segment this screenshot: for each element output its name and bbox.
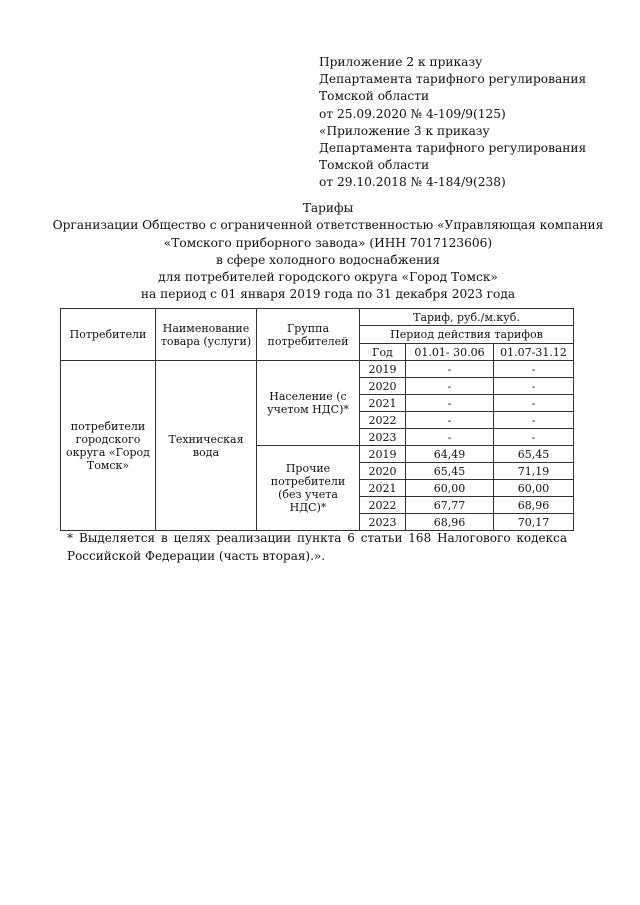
table-row bbox=[61, 361, 574, 378]
appendix-line: «Приложение 3 к приказу bbox=[319, 123, 490, 138]
title-line: для потребителей городского округа «Город Томск» bbox=[158, 270, 498, 285]
tariff-h2-cell: - bbox=[494, 429, 574, 446]
tariff-h1-cell: 60,00 bbox=[406, 480, 494, 497]
header-product: Наименование товара (услуги) bbox=[156, 309, 257, 361]
product-cell: Техническая вода bbox=[156, 361, 257, 531]
header-group: Группа потребителей bbox=[257, 309, 360, 361]
footnote-text: Выделяется в целях реализации пункта 6 статьи 168 Налогового кодекса Российской Федерации (часть вторая).». bbox=[67, 531, 567, 563]
footnote bbox=[67, 530, 567, 565]
tariff-h2-cell: - bbox=[494, 361, 574, 378]
year-cell: 2019 bbox=[360, 361, 406, 378]
title-line: в сфере холодного водоснабжения bbox=[215, 252, 440, 267]
tariff-h2-cell: - bbox=[494, 378, 574, 395]
year-cell: 2020 bbox=[360, 378, 406, 395]
header-tariff: Тариф, руб./м.куб. bbox=[360, 309, 574, 326]
tariff-h2-cell: 70,17 bbox=[494, 514, 574, 531]
tariff-h2-cell: 68,96 bbox=[494, 497, 574, 514]
appendix-line: Приложение 2 к приказу bbox=[319, 55, 483, 69]
document-title bbox=[0, 200, 640, 304]
year-cell: 2022 bbox=[360, 412, 406, 429]
tariff-h2-cell: 65,45 bbox=[494, 446, 574, 463]
group-cell: Прочие потребители (без учета НДС)* bbox=[257, 446, 360, 531]
tariff-h1-cell: 65,45 bbox=[406, 463, 494, 480]
tariff-h1-cell: 67,77 bbox=[406, 497, 494, 514]
year-cell: 2021 bbox=[360, 395, 406, 412]
year-cell: 2021 bbox=[360, 480, 406, 497]
year-cell: 2019 bbox=[360, 446, 406, 463]
appendix-line: Томской области bbox=[319, 89, 430, 104]
title-line: на период с 01 января 2019 года по 31 декабря 2023 года bbox=[140, 287, 516, 302]
tariff-h1-cell: 64,49 bbox=[406, 446, 494, 463]
title-line: «Томского приборного завода» (ИНН 7017123606) bbox=[163, 235, 493, 250]
year-cell: 2023 bbox=[360, 429, 406, 446]
consumers-cell: потребители городского округа «Город Томск» bbox=[61, 361, 156, 531]
year-cell: 2023 bbox=[360, 514, 406, 531]
tariff-h1-cell: - bbox=[406, 429, 494, 446]
title-line: Организации Общество с ограниченной ответственностью «Управляющая компания bbox=[52, 218, 604, 233]
tariff-h2-cell: - bbox=[494, 412, 574, 429]
header-half-2: 01.07-31.12 bbox=[494, 344, 574, 361]
group-cell: Население (с учетом НДС)* bbox=[257, 361, 360, 446]
tariff-h2-cell: 60,00 bbox=[494, 480, 574, 497]
tariff-h2-cell: 71,19 bbox=[494, 463, 574, 480]
tariff-h2-cell: - bbox=[494, 395, 574, 412]
appendix-line: от 29.10.2018 № 4-184/9(238) bbox=[319, 175, 506, 190]
appendix-line: Департамента тарифного регулирования bbox=[319, 141, 587, 156]
tariff-h1-cell: - bbox=[406, 378, 494, 395]
header-year: Год bbox=[360, 344, 406, 361]
title-line: Тарифы bbox=[302, 201, 354, 215]
footnote-mark: * bbox=[67, 531, 73, 545]
header-half-1: 01.01- 30.06 bbox=[406, 344, 494, 361]
appendix-reference bbox=[319, 54, 586, 192]
tariff-h1-cell: - bbox=[406, 361, 494, 378]
year-cell: 2020 bbox=[360, 463, 406, 480]
header-consumers: Потребители bbox=[61, 309, 156, 361]
year-cell: 2022 bbox=[360, 497, 406, 514]
appendix-line: от 25.09.2020 № 4-109/9(125) bbox=[319, 106, 506, 121]
appendix-line: Томской области bbox=[319, 158, 430, 173]
appendix-line: Департамента тарифного регулирования bbox=[319, 72, 587, 87]
tariff-h1-cell: 68,96 bbox=[406, 514, 494, 531]
tariff-h1-cell: - bbox=[406, 395, 494, 412]
tariff-h1-cell: - bbox=[406, 412, 494, 429]
header-row bbox=[61, 309, 574, 326]
tariff-table bbox=[60, 308, 574, 531]
header-period: Период действия тарифов bbox=[360, 326, 574, 344]
